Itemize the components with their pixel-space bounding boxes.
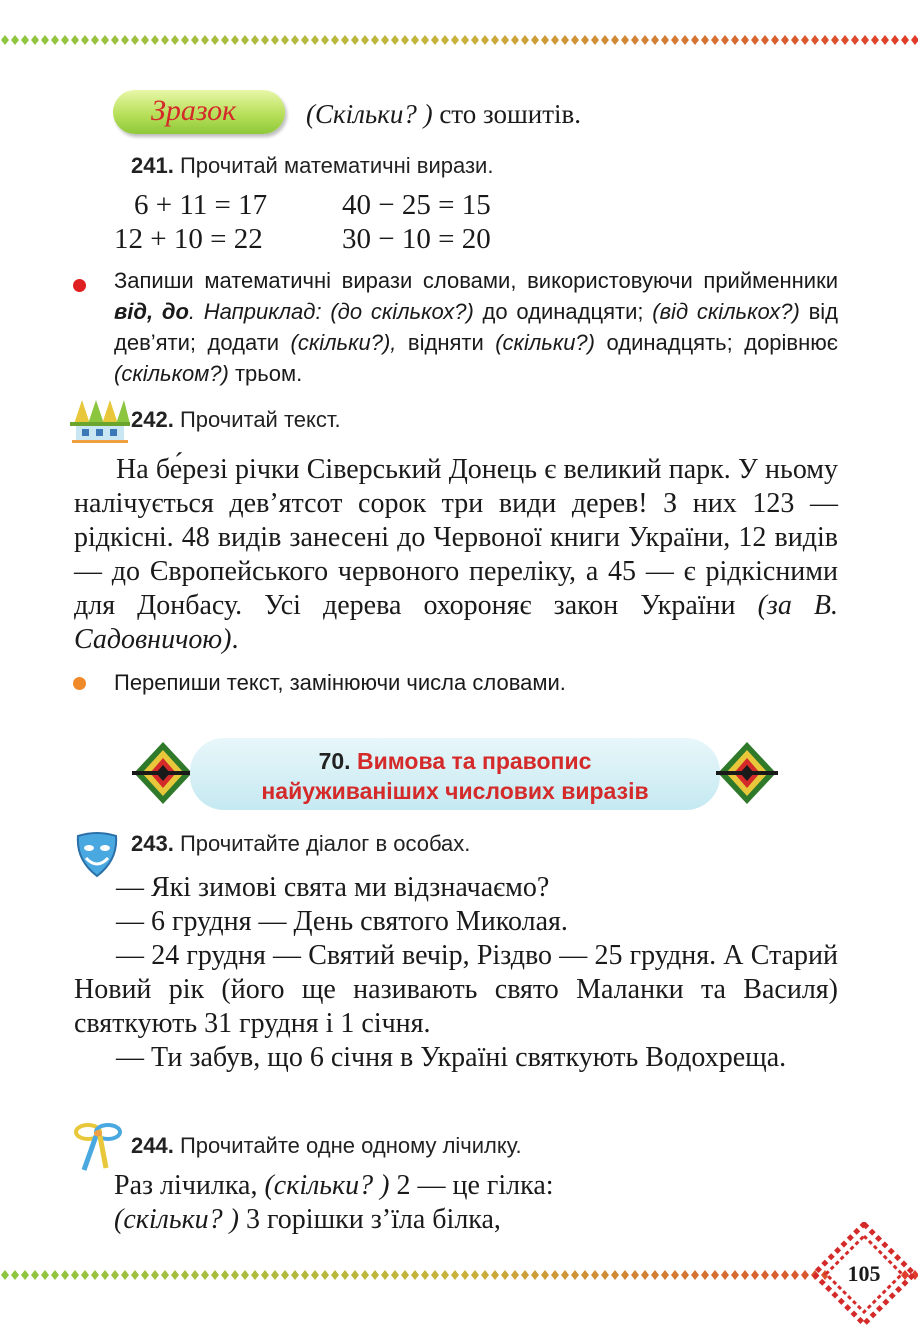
section-title-line1: Вимова та правопис [350, 748, 592, 774]
bullet-orange [73, 677, 86, 690]
paragraph-text: На бе́резі річки Сіверський Донець є великий парк. У ньому налічується дев’ятсот сорок три види дерев! З них 123 — рідкісні. 48 видів занесені до Червоної книги України, 12 видів — до Європейського червоного переліку, а 45 — є рідкісними для Донбасу. Усі дерева охороняє закон України [74, 454, 838, 621]
task-243-title: Прочитайте діалог в особах. [173, 831, 471, 856]
instr-text: одинадцять; дорівнює [595, 330, 838, 355]
house-icon [68, 398, 132, 444]
section-title-line2: найуживаніших числових виразів [261, 778, 649, 804]
rhyme-line-1 [114, 1169, 554, 1203]
rhyme-italic: (скільки? ) [264, 1170, 390, 1201]
ribbon-bow-icon [72, 1120, 124, 1176]
task-241-number: 241. [131, 153, 174, 178]
paragraph-end: . [231, 624, 239, 655]
instr-italic: (від скількох?) [652, 299, 800, 324]
bullet-red [73, 279, 86, 292]
instr-text: Запиши математичні вирази словами, використовуючи прийменники [114, 268, 838, 293]
task-241-title: Прочитай математичні вирази. [173, 153, 494, 178]
instr-text: до одинадцяти; [473, 299, 653, 324]
instr-text: трьом. [228, 361, 303, 386]
sample-text [306, 97, 581, 131]
section-title [190, 746, 720, 806]
page-number: 105 [847, 1261, 881, 1286]
instr-text: . Наприклад: [188, 299, 331, 324]
rhyme-italic: (скільки? ) [114, 1204, 240, 1235]
task-241-instruction [114, 265, 838, 389]
task-242-heading [131, 407, 341, 433]
instr-text: від дев’яти; додати [114, 299, 839, 355]
expr-3: 12 + 10 = 22 [114, 223, 263, 255]
instr-text: відняти [396, 330, 496, 355]
section-number: 70. [318, 748, 351, 774]
source-attribution: (за В. Садовничою) [74, 590, 838, 655]
dialog-line: — 24 грудня — Святий вечір, Різдво — 25 грудня. А Старий Новий рік (його ще називають свято Маланки та Василя) святкують 31 грудня і 1 січня. [74, 940, 838, 1039]
expr-1: 6 + 11 = 17 [134, 189, 268, 221]
instr-italic: (скільком?) [114, 361, 229, 386]
dialog-block [74, 871, 838, 1075]
rhyme-block [114, 1169, 554, 1237]
rhyme-text: 3 горішки з’їла білка, [239, 1204, 501, 1235]
instr-bold: від, до [114, 299, 189, 324]
bottom-ornament-border [0, 1269, 918, 1281]
ornament-left-icon [132, 740, 194, 806]
task-243-number: 243. [131, 831, 174, 856]
task-244-number: 244. [131, 1133, 174, 1158]
dialog-line: — Ти забув, що 6 січня в Україні святкують Водохреща. [116, 1042, 787, 1073]
ornament-right-icon [716, 740, 778, 806]
rhyme-text: Раз лічилка, [114, 1170, 265, 1201]
instr-italic: (скільки?), [290, 330, 397, 355]
expr-2: 40 − 25 = 15 [342, 189, 491, 221]
rhyme-line-2 [114, 1203, 554, 1237]
task-242-text [74, 453, 838, 657]
top-ornament-border [0, 34, 918, 46]
task-242-number: 242. [131, 407, 174, 432]
task-244-heading [131, 1133, 522, 1159]
rhyme-text: 2 — це гілка: [389, 1170, 554, 1201]
task-244-title: Прочитайте одне одному лічилку. [173, 1133, 522, 1158]
sample-label-pill [113, 90, 285, 134]
task-242-instruction: Перепиши текст, замінюючи числа словами. [114, 670, 566, 695]
sample-label: Зразок [151, 94, 237, 127]
sample-italic: (Скільки? ) [306, 99, 433, 129]
task-243-heading [131, 831, 470, 857]
sample-rest: сто зошитів. [432, 99, 582, 129]
expr-4: 30 − 10 = 20 [342, 223, 491, 255]
dialog-line: — Які зимові свята ми відзначаємо? [116, 872, 550, 903]
instr-italic: (до скількох?) [330, 299, 474, 324]
instr-italic: (скільки?) [495, 330, 595, 355]
task-241-heading [131, 153, 493, 179]
dialog-line: — 6 грудня — День святого Миколая. [116, 906, 568, 937]
task-242-title: Прочитай текст. [173, 407, 341, 432]
